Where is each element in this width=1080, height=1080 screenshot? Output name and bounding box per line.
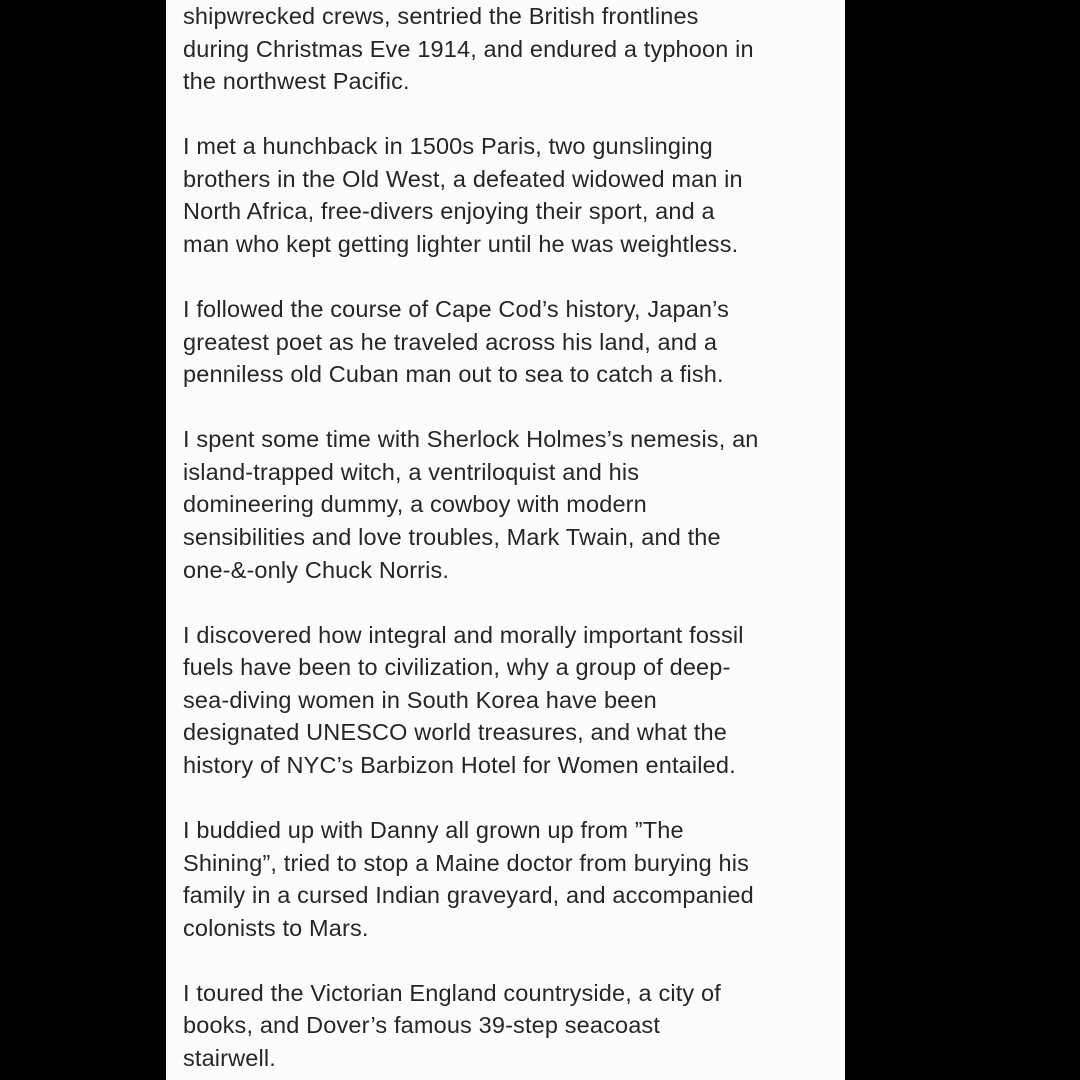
text-line: stairwell. (183, 1044, 276, 1071)
left-black-bar (0, 0, 166, 1080)
text-line: the northwest Pacific. (183, 68, 410, 95)
text-line: sea-diving women in South Korea have been (183, 686, 657, 713)
paragraph (183, 619, 831, 782)
text-line: fuels have been to civilization, why a group of deep- (183, 654, 731, 681)
text-line: colonists to Mars. (183, 914, 369, 941)
text-line: I buddied up with Danny all grown up from ”The (183, 816, 684, 843)
text-line: I followed the course of Cape Cod’s history, Japan’s (183, 296, 729, 323)
text-line: greatest poet as he traveled across his land, and a (183, 328, 718, 355)
text-line: Shining”, tried to stop a Maine doctor from burying his (183, 849, 749, 876)
text-line: shipwrecked crews, sentried the British frontlines (183, 3, 699, 29)
text-line: designated UNESCO world treasures, and what the (183, 719, 727, 746)
text-line: one-&-only Chuck Norris. (183, 556, 450, 583)
paragraph (183, 293, 831, 391)
text-line: I met a hunchback in 1500s Paris, two gunslinging (183, 133, 713, 160)
text-line: island-trapped witch, a ventriloquist and his (183, 458, 640, 485)
text-line: man who kept getting lighter until he was weightless. (183, 230, 739, 257)
text-line: family in a cursed Indian graveyard, and accompanied (183, 882, 754, 909)
paragraph (183, 423, 831, 586)
post-panel (166, 0, 845, 1080)
text-line: penniless old Cuban man out to sea to catch a fish. (183, 361, 724, 388)
text-line: books, and Dover’s famous 39-step seacoast (183, 1012, 660, 1039)
text-line: I discovered how integral and morally important fossil (183, 621, 744, 648)
right-black-bar (845, 0, 1080, 1080)
paragraph (183, 977, 831, 1075)
paragraph (183, 130, 831, 260)
text-line: history of NYC’s Barbizon Hotel for Women entailed. (183, 751, 736, 778)
post-body (166, 0, 845, 1074)
paragraph (183, 814, 831, 944)
text-line: North Africa, free-divers enjoying their sport, and a (183, 198, 715, 225)
text-line: I spent some time with Sherlock Holmes’s nemesis, an (183, 426, 759, 453)
paragraph (183, 0, 831, 98)
text-line: I toured the Victorian England countryside, a city of (183, 979, 721, 1006)
text-line: during Christmas Eve 1914, and endured a typhoon in (183, 35, 754, 62)
text-line: brothers in the Old West, a defeated widowed man in (183, 165, 743, 192)
text-line: domineering dummy, a cowboy with modern (183, 491, 647, 518)
text-line: sensibilities and love troubles, Mark Twain, and the (183, 523, 721, 550)
